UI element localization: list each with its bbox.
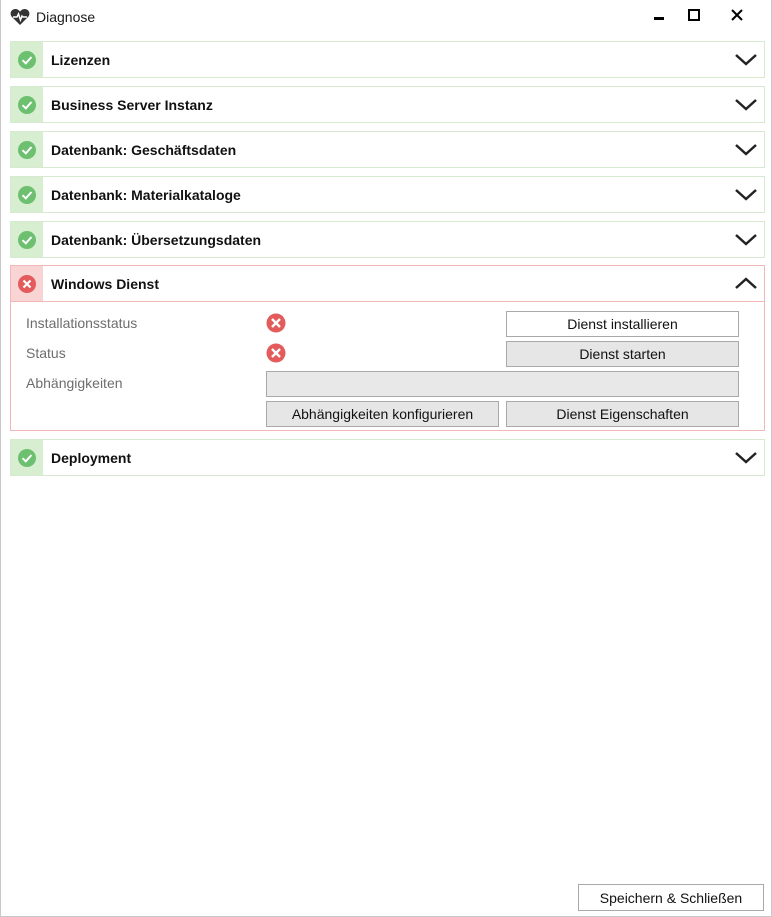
status-cell: [11, 440, 43, 475]
section-header[interactable]: [11, 132, 764, 167]
section-title: Lizenzen: [51, 51, 111, 68]
check-circle-icon: [18, 231, 36, 249]
dependencies-label: Abhängigkeiten: [26, 375, 123, 391]
maximize-icon: [688, 9, 700, 21]
minimize-button[interactable]: [639, 0, 679, 30]
status-cell: [11, 42, 43, 77]
save-and-close-button[interactable]: Speichern & Schließen: [578, 884, 764, 911]
section-lizenzen: [10, 41, 765, 78]
chevron-down-icon[interactable]: [734, 230, 758, 248]
status-cell: [11, 266, 43, 301]
status-cell: [11, 177, 43, 212]
section-db-materialkataloge: [10, 176, 765, 213]
section-header[interactable]: [11, 42, 764, 77]
chevron-down-icon[interactable]: [734, 185, 758, 203]
close-button[interactable]: [717, 0, 757, 30]
maximize-button[interactable]: [674, 0, 714, 30]
check-circle-icon: [18, 141, 36, 159]
service-properties-button[interactable]: Dienst Eigenschaften: [506, 401, 739, 427]
chevron-down-icon[interactable]: [734, 50, 758, 68]
chevron-down-icon[interactable]: [734, 448, 758, 466]
dependencies-field: [266, 371, 739, 397]
check-circle-icon: [18, 186, 36, 204]
check-circle-icon: [18, 51, 36, 69]
configure-dependencies-button[interactable]: Abhängigkeiten konfigurieren: [266, 401, 499, 427]
heart-pulse-icon: [10, 8, 30, 26]
section-business-server: [10, 86, 765, 123]
status-cell: [11, 222, 43, 257]
section-db-geschaeftsdaten: [10, 131, 765, 168]
section-title: Datenbank: Übersetzungsdaten: [51, 231, 262, 248]
error-circle-icon: [18, 275, 36, 293]
section-header[interactable]: [11, 266, 764, 301]
section-deployment: [10, 439, 765, 476]
check-circle-icon: [18, 96, 36, 114]
status-label: Status: [26, 345, 66, 361]
installation-error-icon: [266, 313, 286, 333]
check-circle-icon: [18, 449, 36, 467]
status-error-icon: [266, 343, 286, 363]
section-title: Windows Dienst: [51, 275, 159, 292]
section-title: Datenbank: Geschäftsdaten: [51, 141, 237, 158]
title-bar: [1, 0, 771, 34]
section-header[interactable]: [11, 177, 764, 212]
section-db-uebersetzungsdaten: [10, 221, 765, 258]
section-title: Datenbank: Materialkataloge: [51, 186, 241, 203]
chevron-down-icon[interactable]: [734, 140, 758, 158]
section-header[interactable]: [11, 222, 764, 257]
install-service-button[interactable]: Dienst installieren: [506, 311, 739, 337]
start-service-button[interactable]: Dienst starten: [506, 341, 739, 367]
window-title: Diagnose: [36, 9, 96, 25]
minimize-icon: [653, 9, 665, 21]
status-cell: [11, 87, 43, 122]
windows-dienst-body: [11, 302, 764, 430]
installation-status-label: Installationsstatus: [26, 315, 138, 331]
section-title: Business Server Instanz: [51, 96, 213, 113]
section-title: Deployment: [51, 449, 132, 466]
chevron-down-icon[interactable]: [734, 95, 758, 113]
chevron-up-icon[interactable]: [734, 274, 758, 292]
status-cell: [11, 132, 43, 167]
section-windows-dienst: [10, 265, 765, 431]
close-icon: [731, 9, 743, 21]
section-header[interactable]: [11, 440, 764, 475]
section-header[interactable]: [11, 87, 764, 122]
